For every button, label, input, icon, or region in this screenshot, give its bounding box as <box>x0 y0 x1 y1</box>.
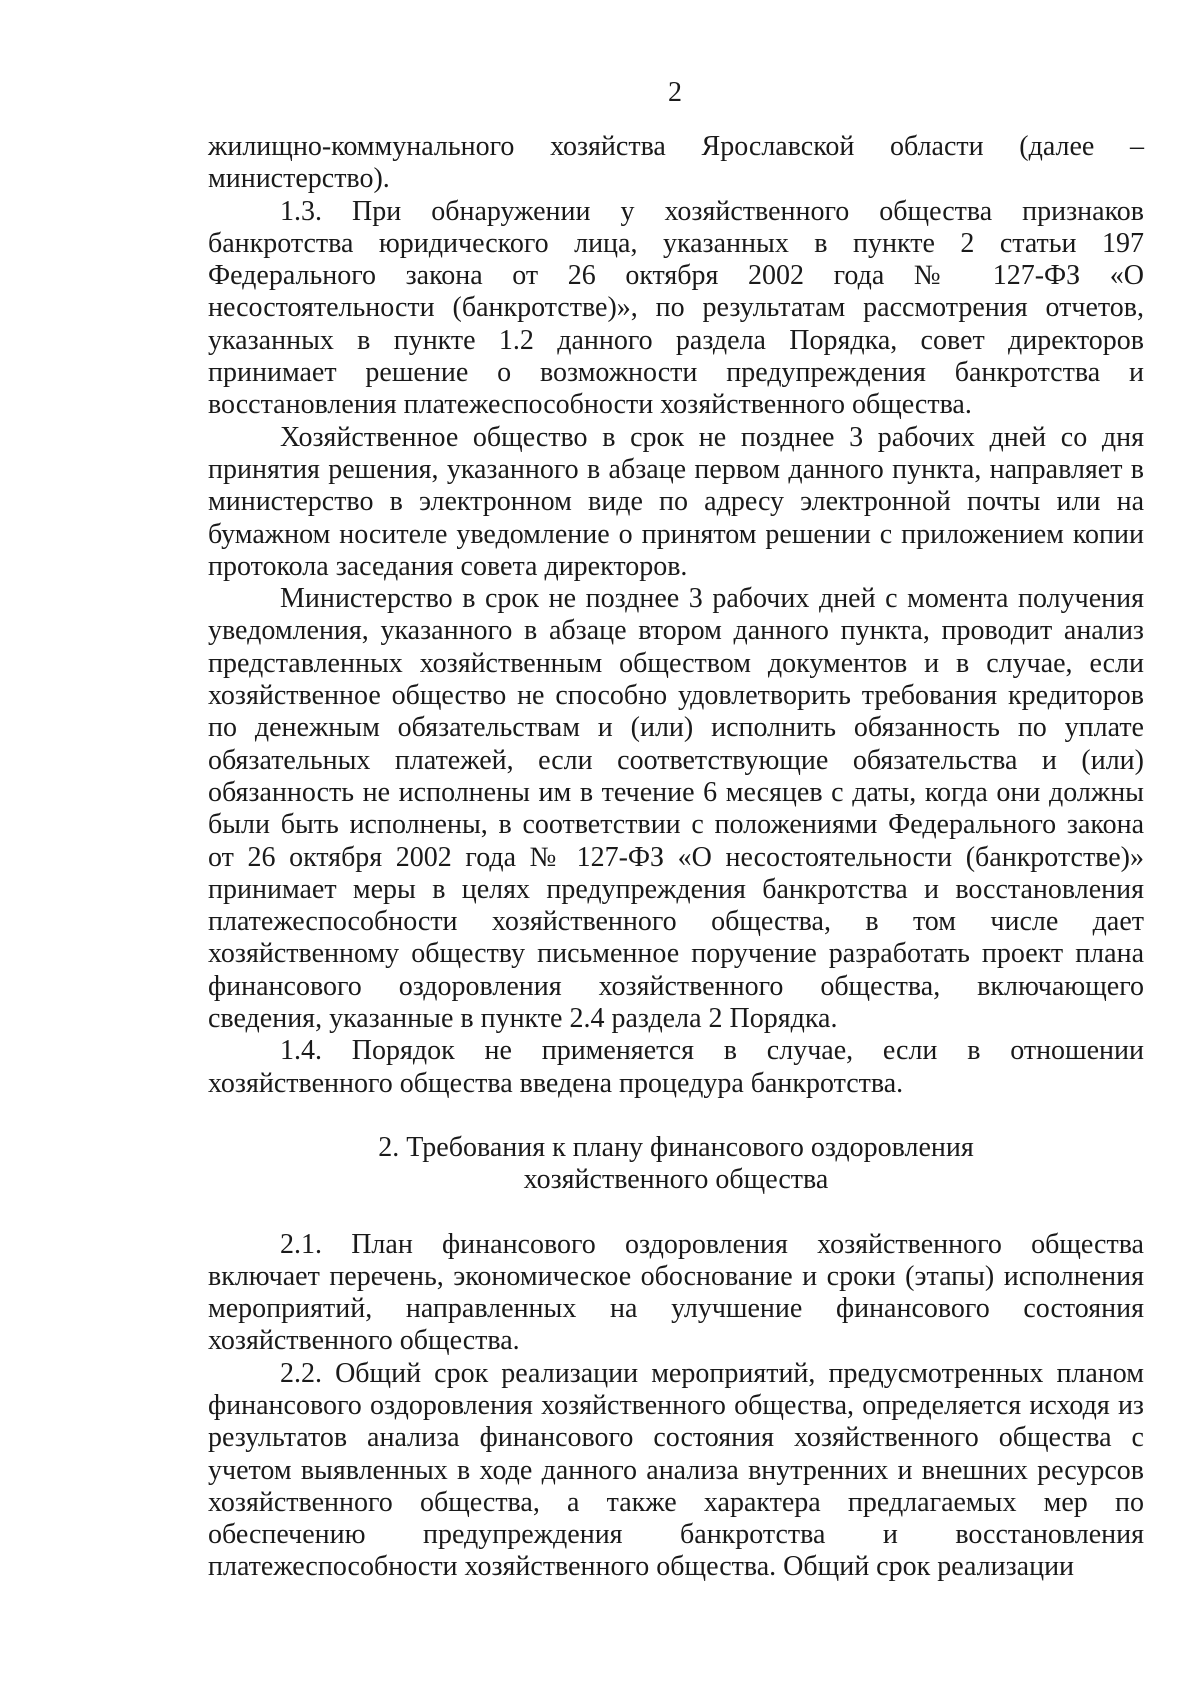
paragraph-2-2: 2.2. Общий срок реализации мероприятий, предусмотренных планом финансового оздоровления хозяйственного общества, определяется исходя из результатов анализа финансового состояния хозяйственного общества с учетом выявленных в ходе данного анализа внутренних и внешних ресурсов хозяйственного общества, а также характера предлагаемых мер по обеспечению предупреждения банкротства и восстановления платежеспособности хозяйственного общества. Общий срок реализации <box>208 1357 1144 1583</box>
page-number: 2 <box>668 77 682 108</box>
spacer <box>208 1100 1144 1132</box>
section-heading-line-2: хозяйственного общества <box>523 1164 829 1196</box>
paragraph-1-3-abzac-2: Хозяйственное общество в срок не позднее 3 рабочих дней со дня принятия решения, указанного в абзаце первом данного пункта, направляет в министерство в электронном виде по адресу электронной почты или на бумажном носителе уведомление о принятом решении с приложением копии протокола заседания совета директоров. <box>208 421 1144 582</box>
paragraph-2-1: 2.1. План финансового оздоровления хозяйственного общества включает перечень, экономическое обоснование и сроки (этапы) исполнения мероприятий, направленных на улучшение финансового состояния хозяйственного общества. <box>208 1228 1144 1357</box>
paragraph-1-3: 1.3. При обнаружении у хозяйственного общества признаков банкротства юридического лица, указанных в пункте 2 статьи 197 Федерального закона от 26 октября 2002 года № 127-ФЗ «О несостоятельности (банкротстве)», по результатам рассмотрения отчетов, указанных в пункте 1.2 данного раздела Порядка, совет директоров принимает решение о возможности предупреждения банкротства и восстановления платежеспособности хозяйственного общества. <box>208 195 1144 421</box>
document-body <box>208 131 1144 1584</box>
paragraph-continuation: жилищно-коммунального хозяйства Ярославской области (далее – министерство). <box>208 131 1144 195</box>
spacer <box>208 1197 1144 1229</box>
section-heading-line-1: 2. Требования к плану финансового оздоровления <box>378 1131 974 1163</box>
paragraph-1-3-abzac-3: Министерство в срок не позднее 3 рабочих дней с момента получения уведомления, указанного в абзаце втором данного пункта, проводит анализ представленных хозяйственным обществом документов и в случае, если хозяйственное общество не способно удовлетворить требования кредиторов по денежным обязательствам и (или) исполнить обязанность по уплате обязательных платежей, если соответствующие обязательства и (или) обязанность не исполнены им в течение 6 месяцев с даты, когда они должны были быть исполнены, в соответствии с положениями Федерального закона от 26 октября 2002 года № 127-ФЗ «О несостоятельности (банкротстве)» принимает меры в целях предупреждения банкротства и восстановления платежеспособности хозяйственного общества, в том числе дает хозяйственному обществу письменное поручение разработать проект плана финансового оздоровления хозяйственного общества, включающего сведения, указанные в пункте 2.4 раздела 2 Порядка. <box>208 583 1144 1035</box>
paragraph-1-4: 1.4. Порядок не применяется в случае, если в отношении хозяйственного общества введена процедура банкротства. <box>208 1035 1144 1099</box>
